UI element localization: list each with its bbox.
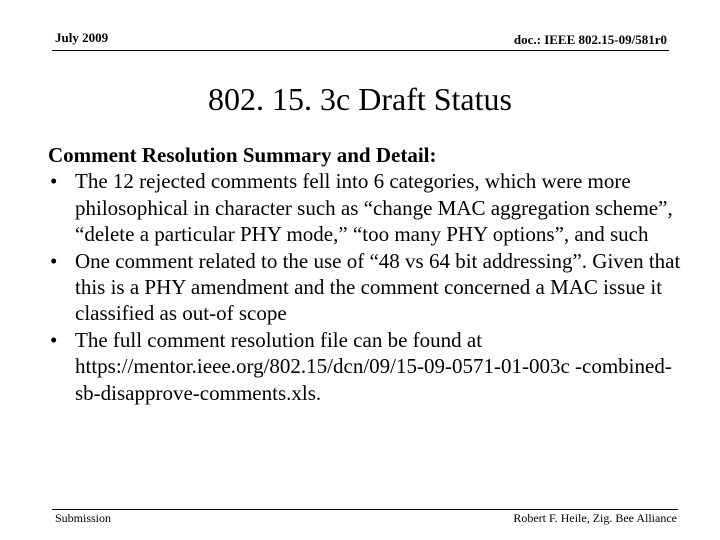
footer-divider bbox=[52, 509, 678, 510]
footer-submission: Submission bbox=[55, 511, 112, 525]
slide-body bbox=[48, 142, 688, 406]
bullet-dot-icon: • bbox=[50, 248, 58, 273]
section-heading: Comment Resolution Summary and Detail: bbox=[48, 143, 437, 167]
header-doc-id: doc.: IEEE 802.15-09/581r0 bbox=[513, 32, 667, 47]
bullet-dot-icon: • bbox=[50, 327, 58, 352]
bullet-item bbox=[48, 168, 688, 247]
bullet-list bbox=[48, 168, 688, 406]
bullet-dot-icon: • bbox=[50, 169, 58, 194]
slide-title: 802. 15. 3c Draft Status bbox=[208, 81, 512, 117]
header-date: July 2009 bbox=[55, 30, 109, 45]
footer-author: Robert F. Heile, Zig. Bee Alliance bbox=[513, 511, 677, 525]
bullet-item bbox=[48, 248, 688, 327]
bullet-text: One comment related to the use of “48 vs 64 bit addressing”. Given that this is a PHY amendment and the comment concerned a MAC issue it classified as out-of scope bbox=[75, 248, 681, 326]
bullet-item bbox=[48, 327, 688, 406]
header-divider bbox=[52, 50, 669, 51]
bullet-text: The full comment resolution file can be found at https://mentor.ieee.org/802.15/dcn/09/15-09-0571-01-003c -combined-sb-disapprove-comments.xls. bbox=[75, 327, 672, 405]
bullet-text: The 12 rejected comments fell into 6 categories, which were more philosophical in character such as “change MAC aggregation scheme”, “delete a particular PHY mode,” “too many PHY options”, and such bbox=[75, 169, 673, 247]
